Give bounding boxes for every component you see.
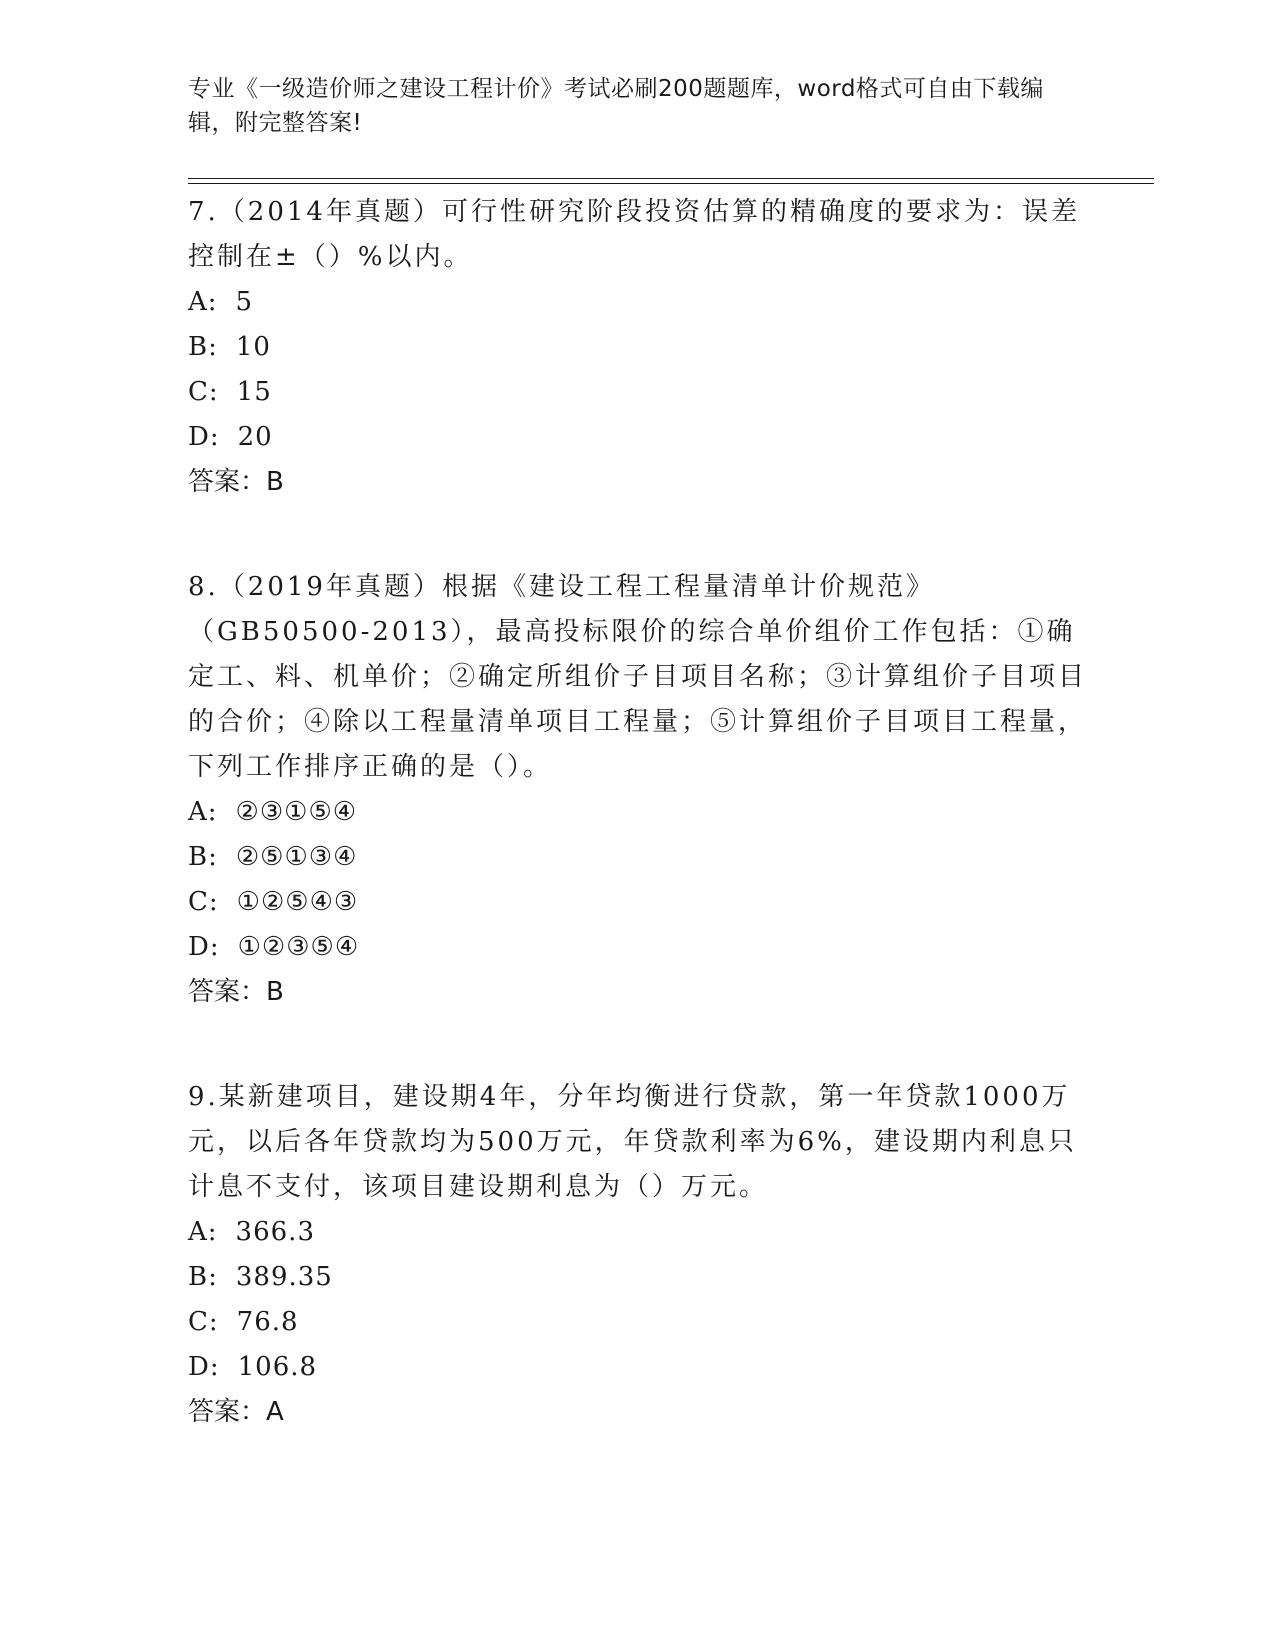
answer-line: 答案：A [188, 1397, 284, 1427]
option-letter: A: [188, 1217, 218, 1247]
option-c [188, 1300, 1088, 1345]
option-text: ①②⑤④③ [236, 887, 359, 917]
option-letter: C: [188, 377, 219, 407]
option-letter: A: [188, 797, 218, 827]
option-text: ②⑤①③④ [235, 842, 358, 872]
question-text: 8.（2019年真题）根据《建设工程工程量清单计价规范》（GB50500-2013），最高投标限价的综合单价组价工作包括：①确定工、料、机单价；②确定所组价子目项目名称；③计算组价子目项目的合价；④除以工程量清单项目工程量；⑤计算组价子目项目工程量，下列工作排序正确的是（）。 [188, 572, 1088, 782]
option-letter: A: [188, 287, 218, 317]
option-letter: D: [188, 422, 220, 452]
question-8 [188, 565, 1088, 1015]
option-b [188, 1255, 1088, 1300]
option-text: 366.3 [235, 1217, 315, 1247]
option-text: ①②③⑤④ [237, 932, 360, 962]
option-b [188, 835, 1088, 880]
option-text: 10 [235, 332, 271, 362]
option-letter: B: [188, 1262, 218, 1292]
option-letter: B: [188, 332, 218, 362]
answer-line: 答案：B [188, 467, 284, 497]
option-c [188, 370, 1088, 415]
option-text: 106.8 [237, 1352, 318, 1382]
option-letter: C: [188, 1307, 219, 1337]
option-text: 5 [235, 287, 254, 317]
option-text: 389.35 [235, 1262, 333, 1292]
option-text: 20 [237, 422, 273, 452]
question-7 [188, 190, 1088, 505]
option-text: 15 [236, 377, 272, 407]
document-header-note: 专业《一级造价师之建设工程计价》考试必刷200题题库，word格式可自由下载编辑，附完整答案! [188, 76, 1044, 136]
question-9 [188, 1075, 1088, 1435]
header-divider-top [188, 178, 1154, 179]
option-a [188, 1210, 1088, 1255]
option-c [188, 880, 1088, 925]
option-letter: C: [188, 887, 219, 917]
option-d [188, 925, 1088, 970]
question-text: 7.（2014年真题）可行性研究阶段投资估算的精确度的要求为：误差控制在±（）%以内。 [188, 197, 1080, 272]
option-letter: D: [188, 1352, 220, 1382]
option-letter: D: [188, 932, 220, 962]
option-d [188, 1345, 1088, 1390]
option-text: ②③①⑤④ [235, 797, 358, 827]
option-letter: B: [188, 842, 218, 872]
header-divider-bottom [188, 183, 1154, 184]
option-a [188, 790, 1088, 835]
option-d [188, 415, 1088, 460]
option-text: 76.8 [236, 1307, 299, 1337]
question-list [188, 190, 1088, 1435]
answer-line: 答案：B [188, 977, 284, 1007]
question-text: 9.某新建项目，建设期4年，分年均衡进行贷款，第一年贷款1000万元，以后各年贷款均为500万元，年贷款利率为6%，建设期内利息只计息不支付，该项目建设期利息为（）万元。 [188, 1082, 1077, 1202]
option-b [188, 325, 1088, 370]
option-a [188, 280, 1088, 325]
